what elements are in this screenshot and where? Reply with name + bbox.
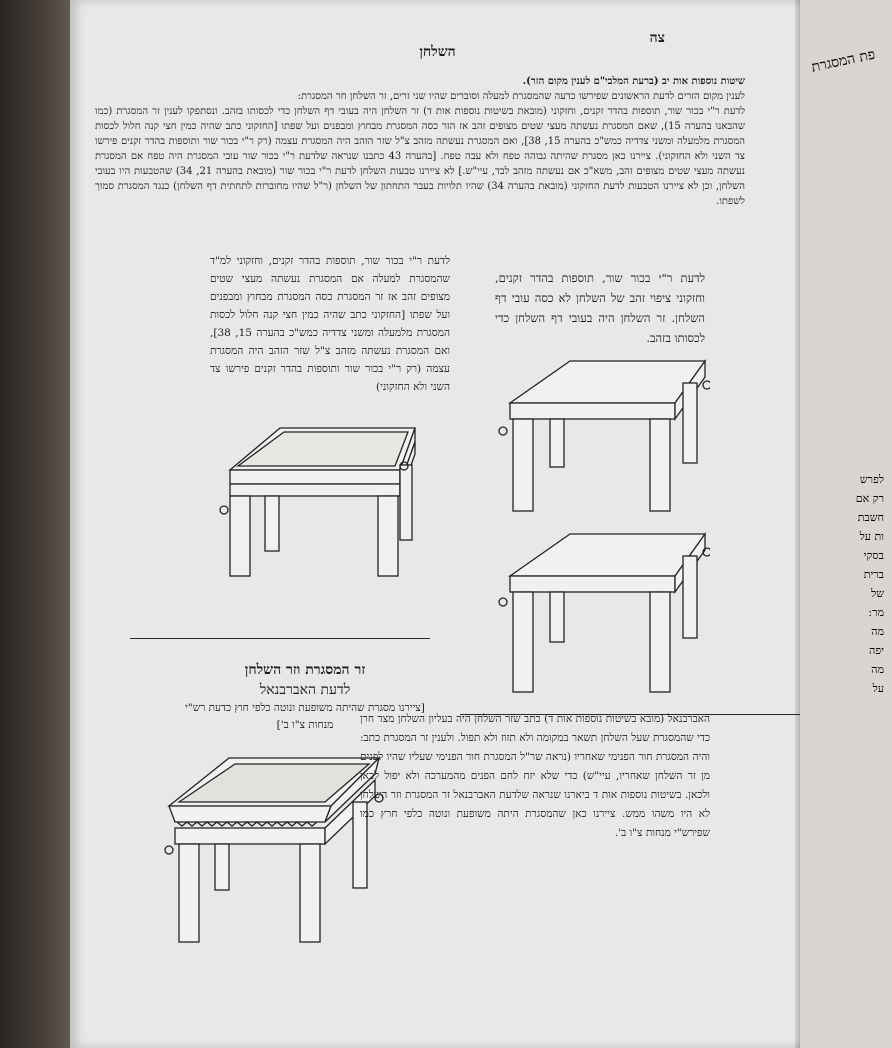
divider-left (130, 638, 430, 639)
book-cover-edge (0, 0, 80, 1048)
table-figure-middle (495, 530, 710, 695)
column-bekhor-shor: לדעת ר"י בכור שור, תוספות בהדר זקנים, וחזקוני ציפוי זהב של השלחן לא כסה עובי דף השלחן. זר השלחן היה בעובי דף השלחן כדי לכסותו בזהב. (495, 271, 705, 345)
facing-page-lines (824, 470, 884, 698)
page-title: השלחן (419, 44, 456, 60)
facing-line: ברית (863, 568, 884, 581)
intro-section (95, 74, 745, 209)
facing-line: מר: (868, 606, 884, 619)
caption-note: [ציירנו מסגרת שהיתה משופעת ונוטה כלפי חוץ כדעת רש"י מנחות צ"ו ב'] (185, 702, 425, 731)
table-figure-top (495, 355, 710, 515)
column-abarbanel: האברבנאל (מובא בשיטות נוספות אות ד) כתב שזר השלחן היה בעליון השלחן מצד חרן כדי שהמסגרת שעל השלחן תשאר במקומה ולא תזוז ולא תפול. ולענין זר המסגרת כתב: והיה המסגרת חור הפנימי שאחריו (נראה שר"ל המסגרת חור הפנימי שעליו שהיו לפנים מן זר השלחן שאחריו, עיי"ש) כדי שלא יזח לחם הפנים מהמערכה ולא יפול לכאן ולכאן. בשיטות נוספות אות ד ביארנו שנראה שלדעת האברבנאל זר המסגרת וזר השלחן לא היו משהו ממש. ציירנו כאן שהמסגרת היתה משופעת ונוטה כלפי חרץ כמו שפירש"י מנחות צ"ו ב'. (360, 713, 710, 839)
facing-page-heading: פת המסגרת (810, 46, 877, 76)
facing-line: ות על (859, 530, 884, 543)
facing-line: חשבת (857, 511, 884, 524)
facing-line: רק אם (855, 492, 884, 505)
table-with-frame-figure (200, 420, 430, 585)
facing-line: יפה (869, 644, 884, 657)
caption-title: זר המסגרת וזר השלחן (244, 662, 366, 678)
intro-line: לענין מקום הזרים לדעת הראשונים שפירשו כדעה שהמסגרת למעלה וסוברים שהיו שני זרים, זר השלחן חר המסגרת: (297, 91, 745, 102)
intro-heading: שיטות נוספות אות יב (ברעת המלבי"ם לענין מקום הזר). (522, 76, 745, 87)
intro-body: לדעת ר"י בכור שור, תוספות בהדר זקנים, וחזקוני (מובאת בשיטות נוספות אות ד) זר השלחן היה בעובי דף השלחן כדי לכסותו בזהב. ונסתפקו לענין זר המסגרת (כמו שהבאנו בהערה 15), שאם המסגרת נעשתה מעצי שטים מצופים זהב אז הזר כסה המסגרת מבחוץ ומבפנים ועל שפתו [החזקוני כתב שהיה כמין חצי קנה חלול לכסות המסגרת מלמעלה ומשני צדדיה כמש"כ בהערה 15, 38], ואם המסגרת נעשתה מזהב צ"ל שזר הזהב היה המסגרת עצמה (רק ר"י בכור שור ותוספות בהדר זקנים פירשו צד השני ולא החזקוני). ציירנו כאן מסגרת שהיתה גבוהה טפח ולא עבה טפח. [בהערה 43 כתבנו שנראה שלדעת ר"י בכור שור עובי המסגרת היה טפח אם המסגרת נעשתה מעצי שטים מצופים זהב, משא"כ אם נעשתה מזהב לבד, עיי"ש.] לא ציירנו טבעות השלחן לדעת ר"י בכור שור (מובאת בהערה 21, 34) שהטבעות היו בעובי השלחן, וכן לא ציירנו הטבעות לדעת החזקוני (מובאת בהערה 34) שהיו תלויות בעבר התחתון של השלחן (ר"ל שהיו מחוברות לתחתית דף השלחן) כנגד המסגרת סמוך לשפתו. (95, 106, 746, 207)
facing-line: בסקי (863, 549, 884, 562)
facing-line: לפרש (859, 473, 884, 486)
book-page (70, 0, 805, 1048)
facing-line: מה (871, 625, 884, 638)
page-number: צה (649, 30, 665, 46)
caption-subtitle: לדעת האברבנאל (259, 682, 351, 698)
slanted-frame-table-figure (155, 750, 395, 945)
facing-line: על (872, 682, 884, 695)
facing-page (800, 0, 892, 1048)
facing-line: מה (871, 663, 884, 676)
column-mesgeret-above: לדעת ר"י בכור שור, תוספות בהדר זקנים, וחזקוני למ"ד שהמסגרת למעלה אם המסגרת נעשתה מעצי שטים מצופים זהב אז זר המסגרת כסה המסגרת מבחוץ ומבפנים ועל שפתו [החזקוני כתב שהיה כמין חצי קנה חלול לכסות המסגרת מלמעלה ומשני צדדיה כמש"כ בהערה 15, 38], ואם המסגרת נעשתה מזהב צ"ל שזר הזהב היה המסגרת עצמה (רק ר"י בכור שור ותוספות בהדר זקנים פירשו צד השני ולא החזקוני) (210, 255, 450, 393)
page-header (70, 30, 805, 60)
facing-line: של (871, 587, 884, 600)
